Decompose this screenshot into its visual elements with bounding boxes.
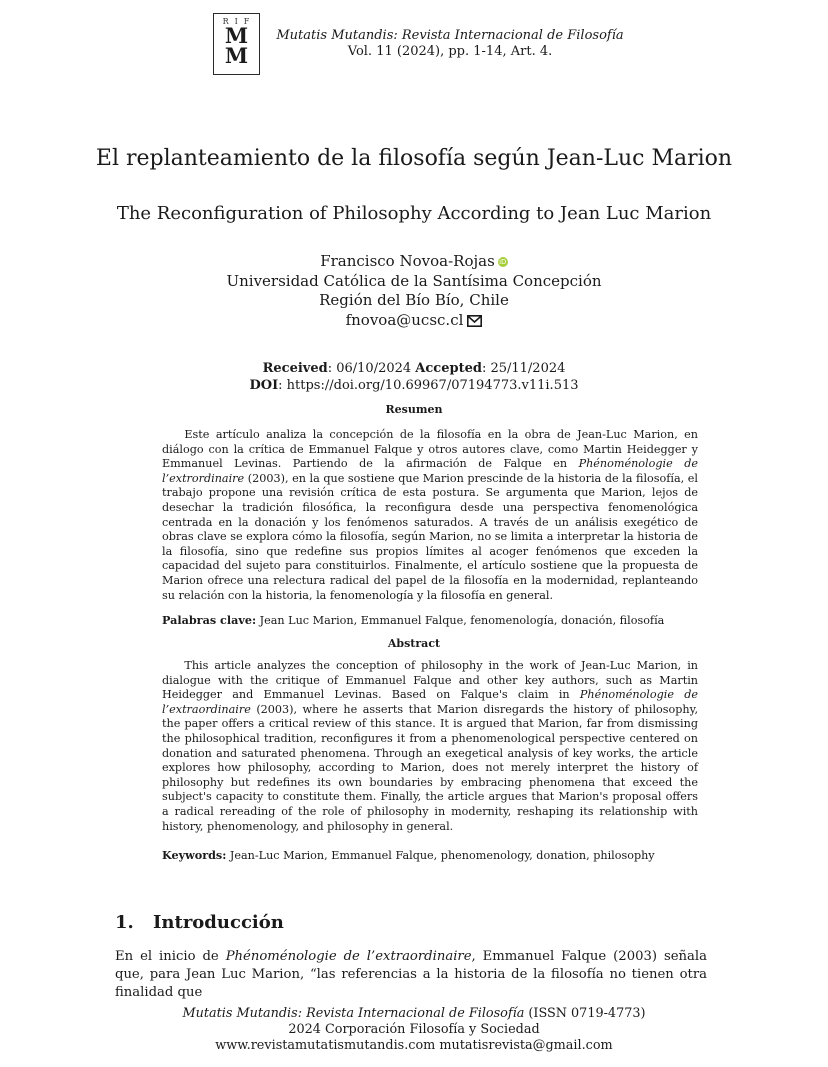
article-dates xyxy=(100,360,728,394)
resumen-text-part1: Este artículo analiza la concepción de la filosofía en la obra de Jean-Luc Marion, en diálogo con la crítica de Emmanuel Falque y otros autores clave, como Martin Heidegger y Emmanuel Levinas. Partiendo de la afirmación de Falque en xyxy=(162,428,698,471)
author-affiliation: Universidad Católica de la Santísima Concepción xyxy=(226,271,602,290)
resumen-text xyxy=(162,428,698,603)
intro-text-part1: En el inicio de xyxy=(115,949,226,964)
page-footer xyxy=(100,1006,728,1054)
keywords-list: Jean-Luc Marion, Emmanuel Falque, phenomenology, donation, philosophy xyxy=(226,849,655,862)
abstract-heading: Abstract xyxy=(387,637,441,650)
logo-letter-top: M xyxy=(224,23,249,48)
abstract-text-part1: This article analyzes the conception of philosophy in the work of Jean-Luc Marion, in dialogue with the critique of Emmanuel Falque and other key authors, such as Martin Heidegger and Emmanuel Levinas. Based on Falque's claim in xyxy=(162,659,698,702)
keywords-label: Keywords: xyxy=(162,848,227,862)
author-line xyxy=(100,252,728,272)
intro-paragraph xyxy=(115,948,707,1002)
section-number: 1. xyxy=(115,912,134,933)
journal-logo xyxy=(213,13,260,75)
footer-issn: (ISSN 0719-4773) xyxy=(524,1006,646,1021)
resumen-heading: Resumen xyxy=(385,403,443,416)
journal-header xyxy=(270,28,630,60)
footer-web[interactable]: www.revistamutatismutandis.com mutatisrevista@gmail.com xyxy=(215,1038,613,1053)
author-region: Región del Bío Bío, Chile xyxy=(319,291,509,309)
footer-journal-line xyxy=(100,1006,728,1022)
article-title: El replanteamiento de la filosofía según Jean-Luc Marion xyxy=(95,146,733,171)
resumen-book-title: Phénoménologie de l’extrordinaire xyxy=(162,457,699,485)
palabras-clave xyxy=(162,613,702,628)
keywords xyxy=(162,848,702,863)
author-block xyxy=(100,252,728,330)
accepted-label: Accepted xyxy=(415,361,482,376)
accepted-date: : 25/11/2024 xyxy=(481,361,566,376)
journal-volume: Vol. 11 (2024), pp. 1-14, Art. 4. xyxy=(347,44,553,59)
palabras-clave-label: Palabras clave: xyxy=(162,613,257,627)
section-heading-introduccion xyxy=(115,911,284,935)
dates-line xyxy=(100,360,728,377)
section-title: Introducción xyxy=(153,912,284,933)
abstract-text-part2: (2003), where he asserts that Marion disregards the history of philosophy, the paper offers a critical review of this stance. It is argued that Marion, far from dismissing the philosophical tradition, reconfigures it from a phenomenological perspective centered on donation and saturated phenomena. Through an exegetical analysis of key works, the article explores how philosophy, according to Marion, does not merely interpret the history of philosophy but redefines its own boundaries by embracing phenomena that exceed the subject's capacity to constitute them. Finally, the article argues that Marion's proposal offers a radical rereading of the role of philosophy in modernity, reshaping its relationship with history, phenomenology, and philosophy in general. xyxy=(162,702,698,833)
article-subtitle: The Reconfiguration of Philosophy According to Jean Luc Marion xyxy=(116,203,712,224)
palabras-clave-list: Jean Luc Marion, Emmanuel Falque, fenomenología, donación, filosofía xyxy=(256,614,665,627)
doi-link[interactable]: : https://doi.org/10.69967/07194773.v11i.513 xyxy=(278,378,579,393)
logo-letter-bottom: M xyxy=(224,43,249,68)
resumen-text-part2: (2003), en la que sostiene que Marion prescinde de la historia de la filosofía, el trabajo propone una revisión crítica de esta postura. Se argumenta que Marion, lejos de desechar la tradición filosófica, la reconfigura desde una perspectiva fenomenológica centrada en la donación y los fenómenos saturados. A través de un análisis exegético de obras clave se explora cómo la filosofía, según Marion, no se limita a interpretar la historia de la filosofía, sino que redefine sus propios límites al acoger fenómenos que exceden la capacidad del sujeto para constituirlos. Finalmente, el artículo sostiene que la propuesta de Marion ofrece una relectura radical del papel de la filosofía en la modernidad, replanteando su relación con la historia, la fenomenología y la filosofía en general. xyxy=(162,471,698,602)
logo-rif-text: RIF xyxy=(222,17,256,26)
author-email[interactable]: fnovoa@ucsc.cl xyxy=(345,310,464,329)
envelope-icon[interactable] xyxy=(467,315,482,327)
orcid-icon[interactable]: iD xyxy=(499,258,507,266)
intro-text-part2: , Emmanuel Falque (2003) señala que, para Jean Luc Marion, “las referencias a la historia de la filosofía no tienen otra finalidad que xyxy=(115,949,707,1000)
journal-name: Mutatis Mutandis: Revista Internacional de Filosofía xyxy=(276,28,624,43)
received-date: : 06/10/2024 xyxy=(327,361,416,376)
author-email-line xyxy=(100,311,728,331)
doi-label: DOI xyxy=(249,378,279,393)
intro-book-title: Phénoménologie de l’extraordinaire xyxy=(225,949,472,964)
footer-journal: Mutatis Mutandis: Revista Internacional de Filosofía xyxy=(182,1006,525,1021)
abstract-text xyxy=(162,659,698,834)
author-name: Francisco Novoa-Rojas xyxy=(320,252,495,270)
abstract-book-title: Phénoménologie de l’extraordinaire xyxy=(162,688,698,716)
received-label: Received xyxy=(262,361,328,376)
doi-line xyxy=(100,377,728,394)
footer-copyright: 2024 Corporación Filosofía y Sociedad xyxy=(288,1022,540,1037)
